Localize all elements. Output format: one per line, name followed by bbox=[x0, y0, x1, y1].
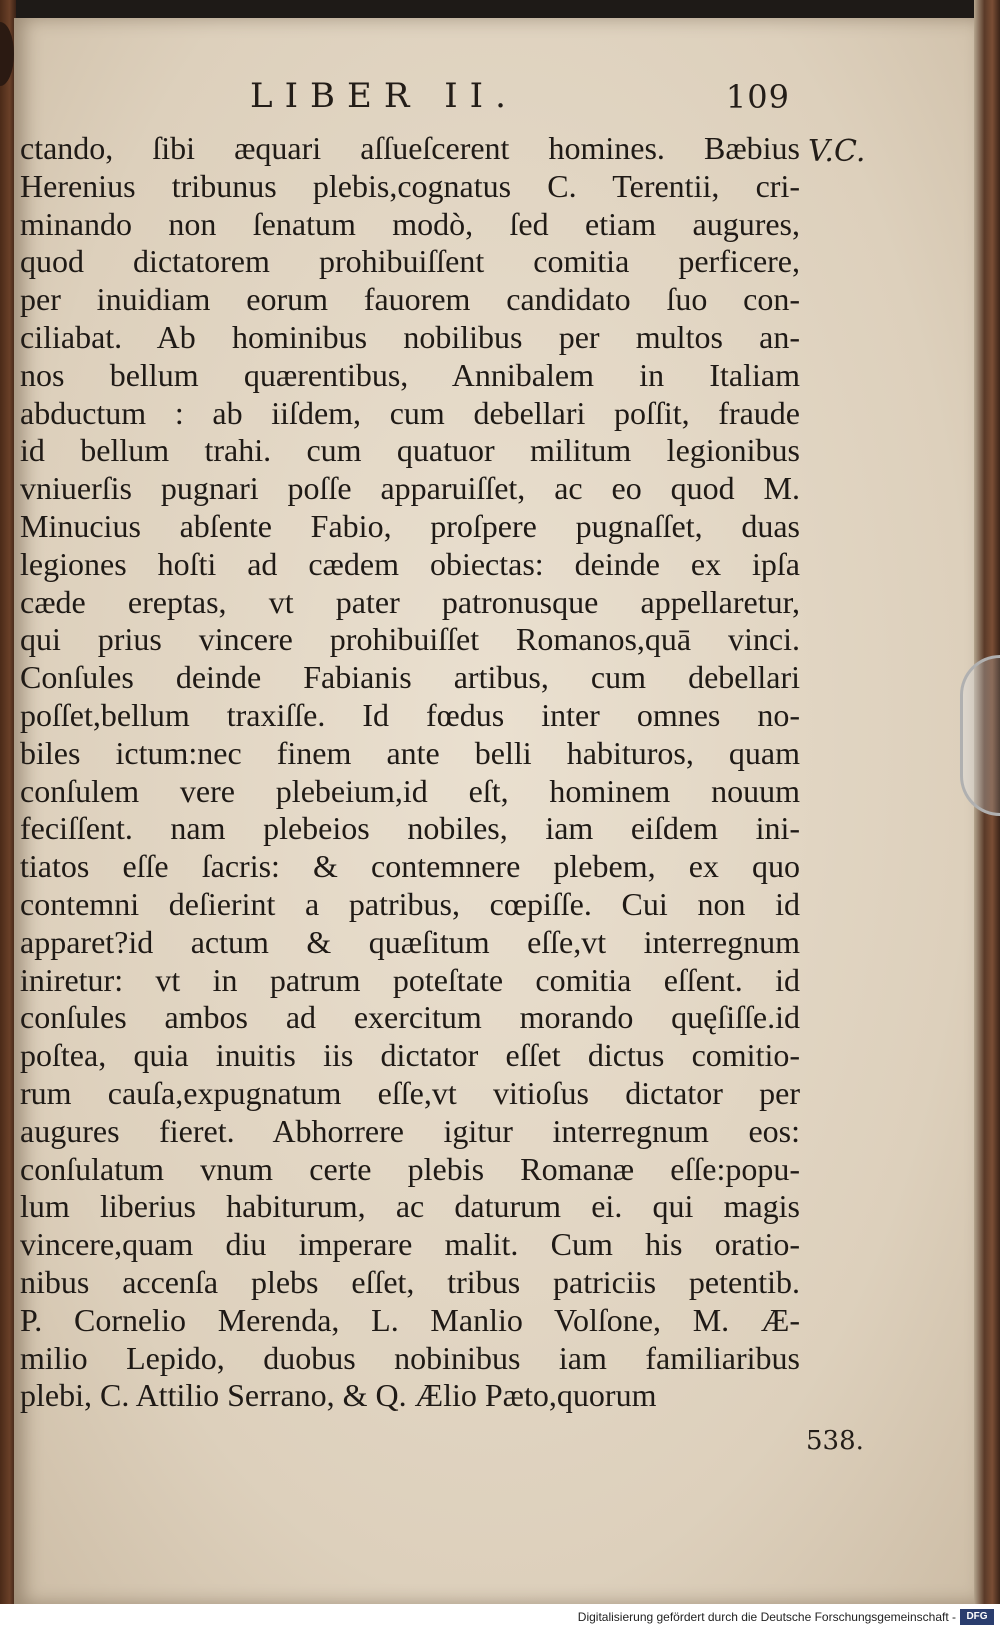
text-line: minando non ſenatum modò, ſed etiam augures, bbox=[20, 205, 800, 242]
text-line: biles ictum:nec finem ante belli habituros, quam bbox=[20, 734, 800, 771]
text-line: cæde ereptas, vt pater patronusque appellaretur, bbox=[20, 583, 800, 620]
running-head bbox=[250, 76, 790, 120]
body-text bbox=[20, 130, 800, 1415]
text-line: vniuerſis pugnari poſſe apparuiſſet, ac eo quod M. bbox=[20, 470, 800, 507]
text-line: apparet?id actum & quæſitum eſſe,vt interregnum bbox=[20, 923, 800, 960]
text-line: ciliabat. Ab hominibus nobilibus per multos an- bbox=[20, 318, 800, 355]
text-line: feciſſent. nam plebeios nobiles, iam eiſdem ini- bbox=[20, 810, 800, 847]
text-line: iniretur: vt in patrum poteſtate comitia eſſent. id bbox=[20, 961, 800, 998]
text-line: tiatos eſſe ſacris: & contemnere plebem, ex quo bbox=[20, 848, 800, 885]
text-line: Minucius abſente Fabio, proſpere pugnaſſet, duas bbox=[20, 507, 800, 544]
dfg-logo: DFG bbox=[960, 1609, 994, 1625]
text-line: id bellum trahi. cum quatuor militum legionibus bbox=[20, 432, 800, 469]
text-line: qui prius vincere prohibuiſſet Romanos,quā vinci. bbox=[20, 621, 800, 658]
text-line: Herenius tribunus plebis,cognatus C. Terentii, cri- bbox=[20, 167, 800, 204]
text-line: poſſet,bellum traxiſſe. Id fœdus inter omnes no- bbox=[20, 696, 800, 733]
text-line: augures fieret. Abhorrere igitur interregnum eos: bbox=[20, 1112, 800, 1149]
funding-credit: Digitalisierung gefördert durch die Deutsche Forschungsgemeinschaft - bbox=[577, 1610, 956, 1624]
text-line: P. Cornelio Merenda, L. Manlio Volſone, M. Æ- bbox=[20, 1301, 800, 1338]
text-line: conſulem vere plebeium,id eſt, hominem nouum bbox=[20, 772, 800, 809]
text-line: lum liberius habiturum, ac daturum ei. qui magis bbox=[20, 1188, 800, 1225]
margin-note: V.C. bbox=[808, 134, 866, 169]
page-clip bbox=[960, 655, 1000, 816]
text-line: nibus accenſa plebs eſſet, tribus patriciis petentib. bbox=[20, 1263, 800, 1300]
text-line: abductum : ab iiſdem, cum debellari poſſit, fraude bbox=[20, 394, 800, 431]
page-number: 109 bbox=[725, 78, 790, 116]
text-line: per inuidiam eorum fauorem candidato ſuo con- bbox=[20, 281, 800, 318]
running-title: LIBER II. bbox=[250, 76, 518, 116]
text-line: ctando, ſibi æquari aſſueſcerent homines. Bæbius bbox=[20, 130, 800, 166]
text-line: milio Lepido, duobus nobinibus iam familiaribus bbox=[20, 1339, 800, 1376]
text-line: plebi, C. Attilio Serrano, & Q. Ælio Pæto,quorum bbox=[20, 1377, 657, 1414]
text-line: conſules ambos ad exercitum morando quęſiſſe.id bbox=[20, 999, 800, 1036]
text-line: rum cauſa,expugnatum eſſe,vt vitioſus dictator per bbox=[20, 1074, 800, 1111]
text-line: poſtea, quia inuitis iis dictator eſſet dictus comitio- bbox=[20, 1037, 800, 1074]
text-line: legiones hoſti ad cædem obiectas: deinde ex ipſa bbox=[20, 545, 800, 582]
text-line: conſulatum vnum certe plebis Romanæ eſſe:popu- bbox=[20, 1150, 800, 1187]
text-line: vincere,quam diu imperare malit. Cum his oratio- bbox=[20, 1226, 800, 1263]
text-line: quod dictatorem prohibuiſſent comitia perficere, bbox=[20, 243, 800, 280]
text-line: Conſules deinde Fabianis artibus, cum debellari bbox=[20, 659, 800, 696]
text-line: nos bellum quærentibus, Annibalem in Italiam bbox=[20, 356, 800, 393]
text-line: contemni deſierint a patribus, cœpiſſe. Cui non id bbox=[20, 885, 800, 922]
margin-number: 538. bbox=[806, 1426, 864, 1456]
digitization-footer bbox=[0, 1604, 1000, 1631]
